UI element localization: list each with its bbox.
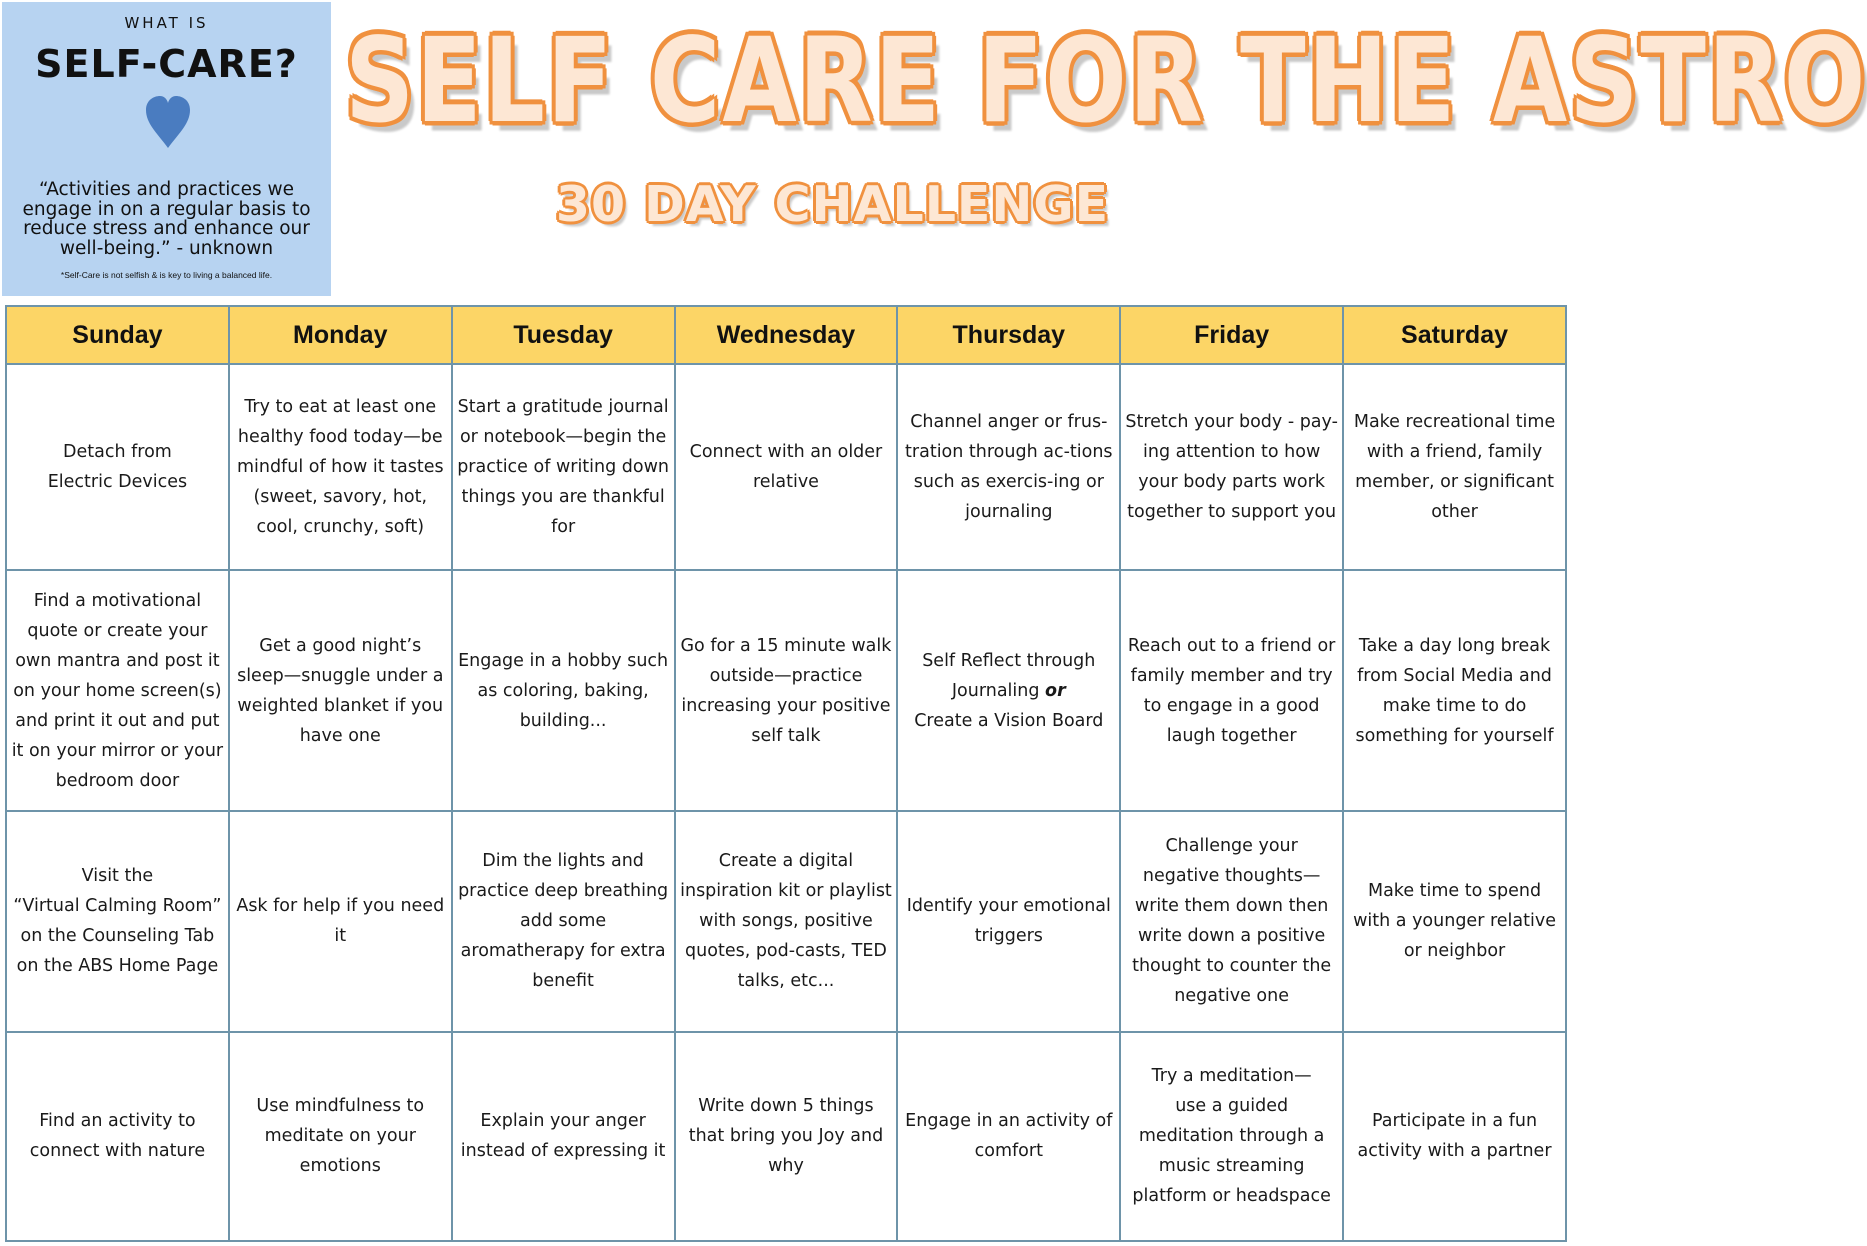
day-header-wednesday: Wednesday <box>675 306 898 364</box>
day-header-tuesday: Tuesday <box>452 306 675 364</box>
challenge-cell-journaling-or-vision-board <box>897 570 1120 811</box>
challenge-cell: Reach out to a friend or family member and try to engage in a good laugh together <box>1120 570 1343 811</box>
challenge-cell: Make time to spend with a younger relative or neighbor <box>1343 811 1566 1032</box>
day-header-monday: Monday <box>229 306 452 364</box>
challenge-text: Self Reflect through Journaling <box>922 650 1096 701</box>
challenge-cell: Get a good night’s sleep—snuggle under a weighted blanket if you have one <box>229 570 452 811</box>
challenge-cell: Visit the “Virtual Calming Room” on the Counseling Tab on the ABS Home Page <box>6 811 229 1032</box>
calendar-week-row <box>6 811 1566 1032</box>
challenge-cell: Ask for help if you need it <box>229 811 452 1032</box>
day-header-thursday: Thursday <box>897 306 1120 364</box>
day-header-sunday: Sunday <box>6 306 229 364</box>
info-eyebrow: WHAT IS <box>124 14 209 32</box>
challenge-cell: Take a day long break from Social Media and make time to do something for yourself <box>1343 570 1566 811</box>
day-header-friday: Friday <box>1120 306 1343 364</box>
challenge-cell: Dim the lights and practice deep breathing add some aromatherapy for extra benefit <box>452 811 675 1032</box>
challenge-text-line2: Create a Vision Board <box>914 710 1104 731</box>
challenge-cell: Find an activity to connect with nature <box>6 1032 229 1241</box>
challenge-cell: Find a motivational quote or create your own mantra and post it on your home screen(s) and print it out and put it on your mirror or your bedroom door <box>6 570 229 811</box>
calendar-week-row <box>6 1032 1566 1241</box>
self-care-info-box <box>2 2 331 296</box>
calendar-week-row <box>6 364 1566 570</box>
calendar-header-row <box>6 306 1566 364</box>
challenge-cell: Identify your emotional triggers <box>897 811 1120 1032</box>
challenge-cell: Connect with an older relative <box>675 364 898 570</box>
challenge-cell: Write down 5 things that bring you Joy and why <box>675 1032 898 1241</box>
challenge-cell: Engage in an activity of comfort <box>897 1032 1120 1241</box>
challenge-cell: Explain your anger instead of expressing it <box>452 1032 675 1241</box>
challenge-cell: Make recreational time with a friend, family member, or significant other <box>1343 364 1566 570</box>
page-subtitle: 30 DAY CHALLENGE <box>555 176 1110 233</box>
challenge-cell: Go for a 15 minute walk outside—practice increasing your positive self talk <box>675 570 898 811</box>
heart-icon <box>144 94 192 150</box>
challenge-cell: Create a digital inspiration kit or playlist with songs, positive quotes, pod-casts, TED talks, etc... <box>675 811 898 1032</box>
challenge-cell: Participate in a fun activity with a partner <box>1343 1032 1566 1241</box>
info-heading: SELF-CARE? <box>35 42 298 86</box>
challenge-cell: Use mindfulness to meditate on your emotions <box>229 1032 452 1241</box>
challenge-cell: Start a gratitude journal or notebook—begin the practice of writing down things you are thankful for <box>452 364 675 570</box>
calendar-week-row <box>6 570 1566 811</box>
or-connector: or <box>1045 680 1066 701</box>
info-note: *Self-Care is not selfish & is key to living a balanced life. <box>60 270 273 280</box>
challenge-cell: Challenge your negative thoughts—write them down then write down a positive thought to counter the negative one <box>1120 811 1343 1032</box>
day-header-saturday: Saturday <box>1343 306 1566 364</box>
challenge-cell: Detach from Electric Devices <box>6 364 229 570</box>
challenge-cell: Stretch your body - pay-ing attention to how your body parts work together to support you <box>1120 364 1343 570</box>
page-title: SELF CARE FOR THE ASTRO <box>345 12 1867 149</box>
info-quote: “Activities and practices we engage in on a regular basis to reduce stress and enhance our well-being.” - unknown <box>22 179 311 259</box>
challenge-cell: Engage in a hobby such as coloring, baking, building... <box>452 570 675 811</box>
challenge-cell: Try to eat at least one healthy food today—be mindful of how it tastes (sweet, savory, hot, cool, crunchy, soft) <box>229 364 452 570</box>
challenge-cell: Channel anger or frus-tration through ac-tions such as exercis-ing or journaling <box>897 364 1120 570</box>
challenge-cell: Try a meditation— use a guided meditation through a music streaming platform or headspace <box>1120 1032 1343 1241</box>
challenge-calendar <box>5 305 1567 1242</box>
